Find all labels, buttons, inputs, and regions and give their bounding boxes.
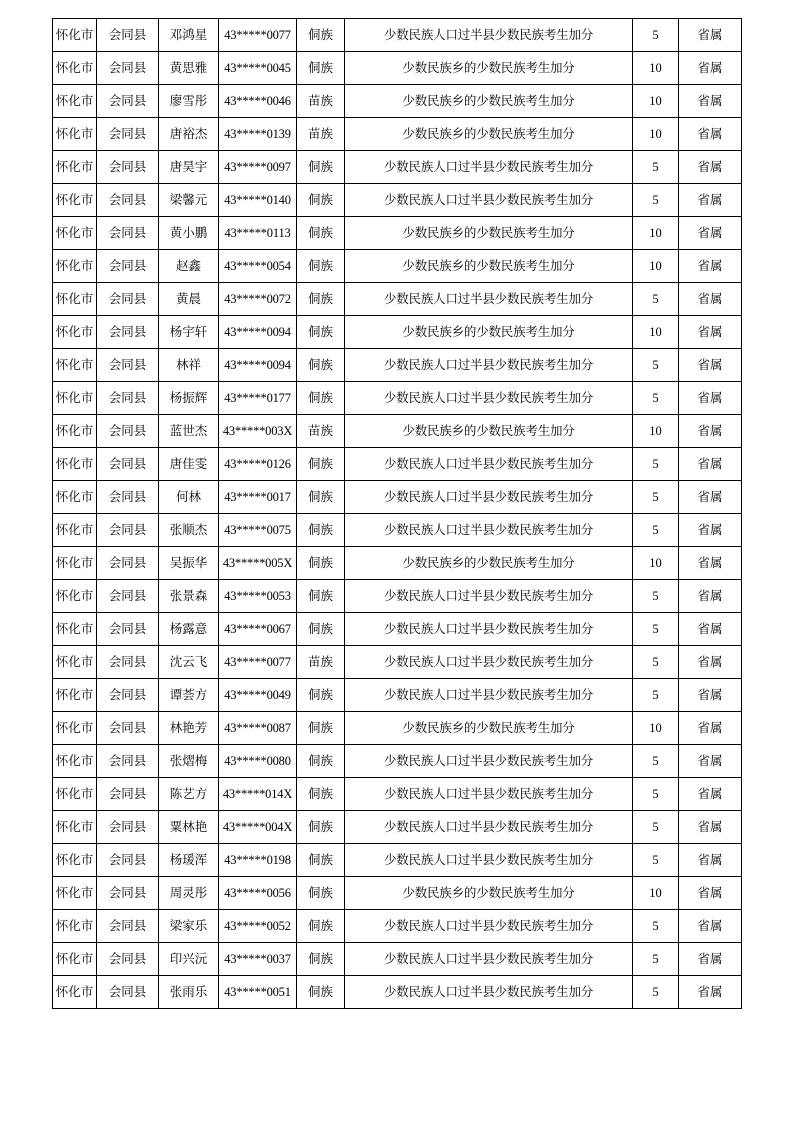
cell-ethnicity: 苗族: [297, 85, 345, 118]
cell-reason: 少数民族人口过半县少数民族考生加分: [345, 811, 633, 844]
cell-city: 怀化市: [53, 151, 97, 184]
cell-id-number: 43*****0049: [219, 679, 297, 712]
cell-county: 会同县: [97, 118, 159, 151]
cell-points: 10: [633, 52, 679, 85]
cell-id-number: 43*****0113: [219, 217, 297, 250]
cell-county: 会同县: [97, 679, 159, 712]
cell-name: 唐裕杰: [159, 118, 219, 151]
cell-city: 怀化市: [53, 877, 97, 910]
cell-points: 5: [633, 844, 679, 877]
cell-id-number: 43*****004X: [219, 811, 297, 844]
cell-reason: 少数民族人口过半县少数民族考生加分: [345, 283, 633, 316]
cell-id-number: 43*****005X: [219, 547, 297, 580]
cell-county: 会同县: [97, 316, 159, 349]
cell-reason: 少数民族人口过半县少数民族考生加分: [345, 514, 633, 547]
cell-county: 会同县: [97, 481, 159, 514]
table-row: [53, 778, 742, 811]
cell-admin-level: 省属: [679, 613, 742, 646]
cell-id-number: 43*****0139: [219, 118, 297, 151]
cell-points: 5: [633, 811, 679, 844]
cell-ethnicity: 苗族: [297, 646, 345, 679]
cell-id-number: 43*****0054: [219, 250, 297, 283]
cell-ethnicity: 侗族: [297, 679, 345, 712]
table-row: [53, 943, 742, 976]
cell-name: 何林: [159, 481, 219, 514]
cell-reason: 少数民族人口过半县少数民族考生加分: [345, 613, 633, 646]
cell-id-number: 43*****0067: [219, 613, 297, 646]
cell-reason: 少数民族人口过半县少数民族考生加分: [345, 349, 633, 382]
cell-points: 5: [633, 943, 679, 976]
cell-name: 陈艺方: [159, 778, 219, 811]
cell-name: 杨宇轩: [159, 316, 219, 349]
cell-county: 会同县: [97, 19, 159, 52]
cell-reason: 少数民族乡的少数民族考生加分: [345, 415, 633, 448]
cell-points: 5: [633, 481, 679, 514]
cell-points: 5: [633, 976, 679, 1009]
cell-ethnicity: 苗族: [297, 118, 345, 151]
cell-reason: 少数民族乡的少数民族考生加分: [345, 316, 633, 349]
cell-county: 会同县: [97, 844, 159, 877]
cell-city: 怀化市: [53, 382, 97, 415]
table-row: [53, 646, 742, 679]
cell-points: 10: [633, 712, 679, 745]
table-row: [53, 613, 742, 646]
table-row: [53, 316, 742, 349]
cell-points: 5: [633, 184, 679, 217]
cell-admin-level: 省属: [679, 217, 742, 250]
cell-ethnicity: 侗族: [297, 481, 345, 514]
cell-id-number: 43*****0017: [219, 481, 297, 514]
table-row: [53, 745, 742, 778]
table-row: [53, 976, 742, 1009]
table-row: [53, 448, 742, 481]
cell-name: 黄晨: [159, 283, 219, 316]
cell-city: 怀化市: [53, 415, 97, 448]
cell-ethnicity: 侗族: [297, 52, 345, 85]
cell-id-number: 43*****0140: [219, 184, 297, 217]
cell-admin-level: 省属: [679, 52, 742, 85]
cell-points: 10: [633, 547, 679, 580]
cell-points: 5: [633, 382, 679, 415]
table-row: [53, 349, 742, 382]
cell-admin-level: 省属: [679, 679, 742, 712]
cell-reason: 少数民族乡的少数民族考生加分: [345, 118, 633, 151]
cell-city: 怀化市: [53, 217, 97, 250]
cell-id-number: 43*****0053: [219, 580, 297, 613]
cell-reason: 少数民族人口过半县少数民族考生加分: [345, 745, 633, 778]
cell-ethnicity: 侗族: [297, 514, 345, 547]
cell-admin-level: 省属: [679, 745, 742, 778]
cell-ethnicity: 侗族: [297, 877, 345, 910]
table-row: [53, 712, 742, 745]
cell-admin-level: 省属: [679, 415, 742, 448]
cell-county: 会同县: [97, 382, 159, 415]
cell-ethnicity: 侗族: [297, 217, 345, 250]
cell-ethnicity: 苗族: [297, 415, 345, 448]
table-row: [53, 217, 742, 250]
cell-reason: 少数民族人口过半县少数民族考生加分: [345, 646, 633, 679]
cell-ethnicity: 侗族: [297, 811, 345, 844]
cell-ethnicity: 侗族: [297, 613, 345, 646]
cell-city: 怀化市: [53, 448, 97, 481]
cell-name: 梁家乐: [159, 910, 219, 943]
cell-admin-level: 省属: [679, 481, 742, 514]
cell-id-number: 43*****0077: [219, 19, 297, 52]
table-row: [53, 547, 742, 580]
cell-name: 黄思雅: [159, 52, 219, 85]
cell-reason: 少数民族人口过半县少数民族考生加分: [345, 844, 633, 877]
cell-id-number: 43*****0037: [219, 943, 297, 976]
cell-points: 5: [633, 646, 679, 679]
table-row: [53, 679, 742, 712]
cell-city: 怀化市: [53, 679, 97, 712]
cell-reason: 少数民族人口过半县少数民族考生加分: [345, 151, 633, 184]
cell-reason: 少数民族人口过半县少数民族考生加分: [345, 910, 633, 943]
cell-id-number: 43*****0094: [219, 316, 297, 349]
cell-city: 怀化市: [53, 580, 97, 613]
cell-name: 粟林艳: [159, 811, 219, 844]
cell-county: 会同县: [97, 349, 159, 382]
cell-admin-level: 省属: [679, 910, 742, 943]
cell-county: 会同县: [97, 514, 159, 547]
cell-id-number: 43*****0177: [219, 382, 297, 415]
cell-ethnicity: 侗族: [297, 250, 345, 283]
cell-city: 怀化市: [53, 514, 97, 547]
cell-name: 张景森: [159, 580, 219, 613]
cell-county: 会同县: [97, 943, 159, 976]
cell-city: 怀化市: [53, 811, 97, 844]
cell-reason: 少数民族乡的少数民族考生加分: [345, 217, 633, 250]
cell-id-number: 43*****0075: [219, 514, 297, 547]
cell-name: 杨露意: [159, 613, 219, 646]
cell-name: 唐昊宇: [159, 151, 219, 184]
cell-name: 周灵彤: [159, 877, 219, 910]
cell-city: 怀化市: [53, 118, 97, 151]
candidate-bonus-table: [52, 18, 742, 1009]
cell-county: 会同县: [97, 976, 159, 1009]
cell-points: 5: [633, 679, 679, 712]
cell-city: 怀化市: [53, 910, 97, 943]
cell-county: 会同县: [97, 448, 159, 481]
cell-ethnicity: 侗族: [297, 943, 345, 976]
cell-county: 会同县: [97, 184, 159, 217]
cell-admin-level: 省属: [679, 85, 742, 118]
cell-name: 杨振辉: [159, 382, 219, 415]
cell-reason: 少数民族人口过半县少数民族考生加分: [345, 184, 633, 217]
cell-id-number: 43*****0072: [219, 283, 297, 316]
table-row: [53, 283, 742, 316]
table-row: [53, 877, 742, 910]
cell-id-number: 43*****0052: [219, 910, 297, 943]
cell-id-number: 43*****0094: [219, 349, 297, 382]
cell-points: 5: [633, 778, 679, 811]
table-row: [53, 85, 742, 118]
cell-name: 蓝世杰: [159, 415, 219, 448]
table-row: [53, 151, 742, 184]
cell-id-number: 43*****0045: [219, 52, 297, 85]
cell-admin-level: 省属: [679, 250, 742, 283]
cell-county: 会同县: [97, 811, 159, 844]
cell-admin-level: 省属: [679, 811, 742, 844]
cell-ethnicity: 侗族: [297, 778, 345, 811]
cell-name: 谭荟方: [159, 679, 219, 712]
cell-ethnicity: 侗族: [297, 712, 345, 745]
cell-points: 5: [633, 349, 679, 382]
cell-county: 会同县: [97, 778, 159, 811]
cell-points: 5: [633, 19, 679, 52]
cell-admin-level: 省属: [679, 514, 742, 547]
table-row: [53, 52, 742, 85]
cell-name: 廖雪彤: [159, 85, 219, 118]
cell-reason: 少数民族人口过半县少数民族考生加分: [345, 481, 633, 514]
cell-name: 赵鑫: [159, 250, 219, 283]
cell-city: 怀化市: [53, 613, 97, 646]
cell-id-number: 43*****014X: [219, 778, 297, 811]
cell-reason: 少数民族乡的少数民族考生加分: [345, 547, 633, 580]
cell-county: 会同县: [97, 547, 159, 580]
cell-county: 会同县: [97, 580, 159, 613]
cell-county: 会同县: [97, 151, 159, 184]
cell-reason: 少数民族乡的少数民族考生加分: [345, 85, 633, 118]
cell-city: 怀化市: [53, 283, 97, 316]
table-body: [53, 19, 742, 1009]
cell-admin-level: 省属: [679, 316, 742, 349]
cell-county: 会同县: [97, 745, 159, 778]
cell-points: 10: [633, 118, 679, 151]
cell-county: 会同县: [97, 415, 159, 448]
cell-name: 张顺杰: [159, 514, 219, 547]
cell-points: 5: [633, 514, 679, 547]
cell-ethnicity: 侗族: [297, 976, 345, 1009]
cell-admin-level: 省属: [679, 844, 742, 877]
cell-name: 杨瑗浑: [159, 844, 219, 877]
cell-reason: 少数民族人口过半县少数民族考生加分: [345, 778, 633, 811]
cell-name: 沈云飞: [159, 646, 219, 679]
cell-name: 黄小鹏: [159, 217, 219, 250]
table-row: [53, 250, 742, 283]
cell-city: 怀化市: [53, 646, 97, 679]
cell-id-number: 43*****0198: [219, 844, 297, 877]
cell-county: 会同县: [97, 283, 159, 316]
table-row: [53, 19, 742, 52]
cell-reason: 少数民族人口过半县少数民族考生加分: [345, 382, 633, 415]
cell-id-number: 43*****0097: [219, 151, 297, 184]
cell-admin-level: 省属: [679, 877, 742, 910]
cell-county: 会同县: [97, 712, 159, 745]
cell-reason: 少数民族人口过半县少数民族考生加分: [345, 976, 633, 1009]
table-row: [53, 382, 742, 415]
cell-name: 吴振华: [159, 547, 219, 580]
cell-ethnicity: 侗族: [297, 349, 345, 382]
cell-points: 10: [633, 415, 679, 448]
cell-city: 怀化市: [53, 85, 97, 118]
table-row: [53, 811, 742, 844]
cell-points: 10: [633, 877, 679, 910]
cell-reason: 少数民族人口过半县少数民族考生加分: [345, 19, 633, 52]
cell-ethnicity: 侗族: [297, 382, 345, 415]
cell-city: 怀化市: [53, 349, 97, 382]
cell-name: 张熠梅: [159, 745, 219, 778]
cell-admin-level: 省属: [679, 382, 742, 415]
cell-ethnicity: 侗族: [297, 316, 345, 349]
cell-city: 怀化市: [53, 547, 97, 580]
cell-city: 怀化市: [53, 712, 97, 745]
cell-county: 会同县: [97, 85, 159, 118]
cell-reason: 少数民族乡的少数民族考生加分: [345, 712, 633, 745]
cell-id-number: 43*****0051: [219, 976, 297, 1009]
cell-name: 梁馨元: [159, 184, 219, 217]
cell-id-number: 43*****003X: [219, 415, 297, 448]
cell-admin-level: 省属: [679, 976, 742, 1009]
cell-points: 5: [633, 613, 679, 646]
cell-points: 5: [633, 151, 679, 184]
cell-points: 5: [633, 745, 679, 778]
cell-admin-level: 省属: [679, 712, 742, 745]
cell-ethnicity: 侗族: [297, 184, 345, 217]
cell-city: 怀化市: [53, 316, 97, 349]
table-row: [53, 844, 742, 877]
cell-admin-level: 省属: [679, 547, 742, 580]
cell-city: 怀化市: [53, 250, 97, 283]
cell-admin-level: 省属: [679, 118, 742, 151]
cell-name: 印兴沅: [159, 943, 219, 976]
cell-points: 10: [633, 250, 679, 283]
cell-admin-level: 省属: [679, 943, 742, 976]
cell-name: 邓鸿星: [159, 19, 219, 52]
cell-id-number: 43*****0080: [219, 745, 297, 778]
cell-points: 5: [633, 580, 679, 613]
cell-county: 会同县: [97, 613, 159, 646]
cell-city: 怀化市: [53, 778, 97, 811]
cell-city: 怀化市: [53, 745, 97, 778]
cell-ethnicity: 侗族: [297, 19, 345, 52]
cell-points: 10: [633, 316, 679, 349]
cell-id-number: 43*****0087: [219, 712, 297, 745]
cell-admin-level: 省属: [679, 646, 742, 679]
cell-city: 怀化市: [53, 844, 97, 877]
cell-city: 怀化市: [53, 943, 97, 976]
cell-county: 会同县: [97, 877, 159, 910]
cell-admin-level: 省属: [679, 778, 742, 811]
cell-admin-level: 省属: [679, 151, 742, 184]
cell-points: 5: [633, 910, 679, 943]
cell-ethnicity: 侗族: [297, 448, 345, 481]
cell-reason: 少数民族人口过半县少数民族考生加分: [345, 448, 633, 481]
cell-reason: 少数民族乡的少数民族考生加分: [345, 250, 633, 283]
cell-name: 张雨乐: [159, 976, 219, 1009]
cell-admin-level: 省属: [679, 19, 742, 52]
cell-admin-level: 省属: [679, 580, 742, 613]
cell-city: 怀化市: [53, 976, 97, 1009]
cell-points: 10: [633, 217, 679, 250]
cell-ethnicity: 侗族: [297, 580, 345, 613]
table-row: [53, 481, 742, 514]
cell-reason: 少数民族人口过半县少数民族考生加分: [345, 580, 633, 613]
cell-id-number: 43*****0046: [219, 85, 297, 118]
table-row: [53, 184, 742, 217]
table-row: [53, 514, 742, 547]
cell-county: 会同县: [97, 52, 159, 85]
cell-admin-level: 省属: [679, 448, 742, 481]
cell-county: 会同县: [97, 646, 159, 679]
cell-ethnicity: 侗族: [297, 283, 345, 316]
cell-city: 怀化市: [53, 481, 97, 514]
cell-admin-level: 省属: [679, 283, 742, 316]
cell-admin-level: 省属: [679, 184, 742, 217]
cell-ethnicity: 侗族: [297, 547, 345, 580]
cell-id-number: 43*****0126: [219, 448, 297, 481]
cell-city: 怀化市: [53, 19, 97, 52]
cell-ethnicity: 侗族: [297, 151, 345, 184]
cell-city: 怀化市: [53, 52, 97, 85]
cell-reason: 少数民族人口过半县少数民族考生加分: [345, 943, 633, 976]
cell-reason: 少数民族乡的少数民族考生加分: [345, 877, 633, 910]
cell-ethnicity: 侗族: [297, 910, 345, 943]
cell-name: 林祥: [159, 349, 219, 382]
cell-ethnicity: 侗族: [297, 745, 345, 778]
cell-city: 怀化市: [53, 184, 97, 217]
cell-reason: 少数民族人口过半县少数民族考生加分: [345, 679, 633, 712]
cell-points: 5: [633, 448, 679, 481]
cell-reason: 少数民族乡的少数民族考生加分: [345, 52, 633, 85]
cell-county: 会同县: [97, 250, 159, 283]
table-row: [53, 118, 742, 151]
table-row: [53, 910, 742, 943]
cell-name: 林艳芳: [159, 712, 219, 745]
cell-county: 会同县: [97, 910, 159, 943]
table-row: [53, 415, 742, 448]
cell-ethnicity: 侗族: [297, 844, 345, 877]
cell-county: 会同县: [97, 217, 159, 250]
cell-points: 5: [633, 283, 679, 316]
table-row: [53, 580, 742, 613]
cell-admin-level: 省属: [679, 349, 742, 382]
cell-id-number: 43*****0056: [219, 877, 297, 910]
cell-points: 10: [633, 85, 679, 118]
cell-name: 唐佳雯: [159, 448, 219, 481]
cell-id-number: 43*****0077: [219, 646, 297, 679]
